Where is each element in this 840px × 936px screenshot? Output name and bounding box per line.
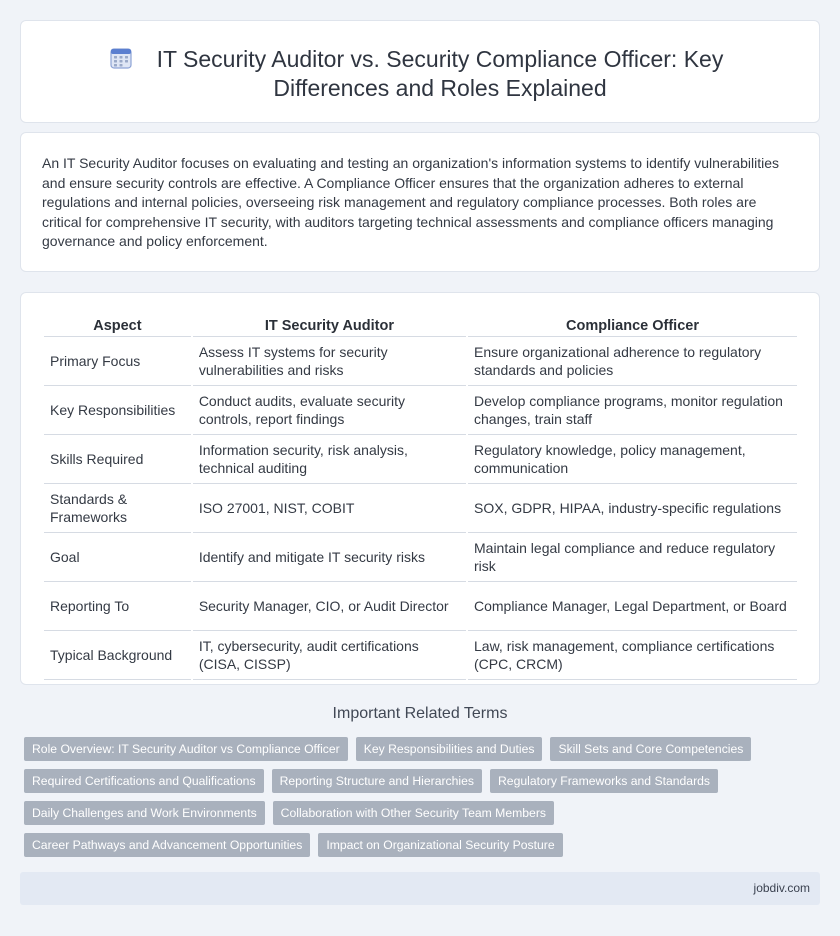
aspect-cell: Typical Background xyxy=(44,631,191,680)
table-header-row xyxy=(44,317,797,337)
officer-cell: Law, risk management, compliance certifications (CPC, CRCM) xyxy=(468,631,797,680)
related-term-tag[interactable]: Collaboration with Other Security Team Members xyxy=(273,801,554,825)
footer-site-link[interactable]: jobdiv.com xyxy=(753,881,810,895)
aspect-cell: Standards & Frameworks xyxy=(44,484,191,533)
officer-cell: SOX, GDPR, HIPAA, industry-specific regulations xyxy=(468,484,797,533)
related-term-tag[interactable]: Role Overview: IT Security Auditor vs Compliance Officer xyxy=(24,737,348,761)
related-term-tag[interactable]: Key Responsibilities and Duties xyxy=(356,737,543,761)
related-terms-heading: Important Related Terms xyxy=(332,705,508,722)
table-row xyxy=(44,337,797,386)
officer-cell: Compliance Manager, Legal Department, or Board xyxy=(468,582,797,631)
related-terms-list xyxy=(24,737,804,857)
related-term-tag[interactable]: Daily Challenges and Work Environments xyxy=(24,801,265,825)
table-row xyxy=(44,631,797,680)
aspect-cell: Reporting To xyxy=(44,582,191,631)
intro-card xyxy=(20,132,820,272)
comparison-table xyxy=(42,317,799,680)
table-row xyxy=(44,484,797,533)
aspect-cell: Goal xyxy=(44,533,191,582)
related-term-tag[interactable]: Skill Sets and Core Competencies xyxy=(550,737,751,761)
comparison-card xyxy=(20,292,820,685)
title-card xyxy=(20,20,820,123)
related-term-tag[interactable]: Career Pathways and Advancement Opportunities xyxy=(24,833,310,857)
officer-cell: Develop compliance programs, monitor regulation changes, train staff xyxy=(468,386,797,435)
table-row xyxy=(44,582,797,631)
related-term-tag[interactable]: Regulatory Frameworks and Standards xyxy=(490,769,718,793)
table-row xyxy=(44,435,797,484)
table-row xyxy=(44,386,797,435)
related-term-tag[interactable]: Impact on Organizational Security Posture xyxy=(318,833,562,857)
intro-paragraph: An IT Security Auditor focuses on evaluating and testing an organization's information systems to identify vulnerabilities and ensure security controls are effective. A Compliance Officer ensures that the organization adheres to external regulations and internal policies, overseeing risk management and regulatory compliance processes. Both roles are critical for comprehensive IT security, with auditors targeting technical assessments and compliance officers managing governance and policy enforcement. xyxy=(42,155,780,249)
aspect-cell: Skills Required xyxy=(44,435,191,484)
table-row xyxy=(44,533,797,582)
column-header-it-security-auditor: IT Security Auditor xyxy=(193,317,466,337)
column-header-aspect: Aspect xyxy=(44,317,191,337)
related-term-tag[interactable]: Reporting Structure and Hierarchies xyxy=(272,769,482,793)
aspect-cell: Key Responsibilities xyxy=(44,386,191,435)
auditor-cell: ISO 27001, NIST, COBIT xyxy=(193,484,466,533)
officer-cell: Regulatory knowledge, policy management, communication xyxy=(468,435,797,484)
auditor-cell: Identify and mitigate IT security risks xyxy=(193,533,466,582)
auditor-cell: Security Manager, CIO, or Audit Director xyxy=(193,582,466,631)
officer-cell: Ensure organizational adherence to regulatory standards and policies xyxy=(468,337,797,386)
auditor-cell: IT, cybersecurity, audit certifications (CISA, CISSP) xyxy=(193,631,466,680)
footer xyxy=(20,872,820,905)
auditor-cell: Assess IT systems for security vulnerabilities and risks xyxy=(193,337,466,386)
aspect-cell: Primary Focus xyxy=(44,337,191,386)
auditor-cell: Information security, risk analysis, technical auditing xyxy=(193,435,466,484)
officer-cell: Maintain legal compliance and reduce regulatory risk xyxy=(468,533,797,582)
auditor-cell: Conduct audits, evaluate security controls, report findings xyxy=(193,386,466,435)
page-title: IT Security Auditor vs. Security Compliance Officer: Key Differences and Roles Explained xyxy=(156,46,724,101)
column-header-compliance-officer: Compliance Officer xyxy=(468,317,797,337)
related-term-tag[interactable]: Required Certifications and Qualifications xyxy=(24,769,264,793)
